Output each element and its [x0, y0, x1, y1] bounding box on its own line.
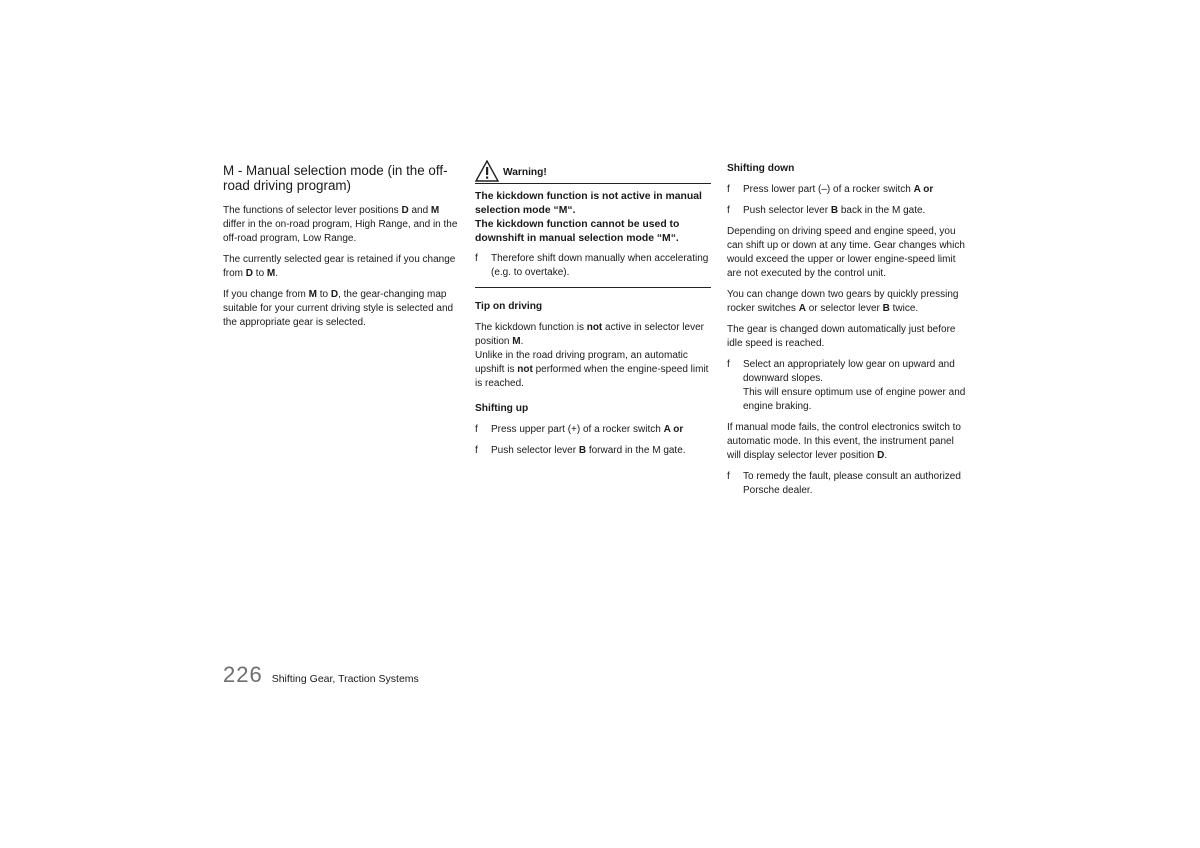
text: You can change down two gears by quickly pressing rocker switches [727, 289, 959, 314]
text: Select an appropriately low gear on upward and downward slopes. [743, 359, 955, 384]
list-item [727, 183, 967, 197]
text: If you change from [223, 289, 309, 300]
bold-text: A or [913, 184, 934, 195]
text: Therefore shift down manually when accelerating (e.g. to overtake). [491, 253, 709, 278]
text: Push selector lever [491, 445, 579, 456]
bullet: f [727, 184, 730, 195]
text: to [316, 289, 331, 300]
text: . [884, 450, 888, 461]
chapter-title: Shifting Gear, Traction Systems [271, 673, 419, 685]
text: The kickdown function is [475, 322, 587, 333]
list-item [475, 252, 711, 280]
text: This will ensure optimum use of engine power and engine braking. [743, 387, 966, 412]
text: If manual mode fails, the control electronics switch to automatic mode. In this event, the instrument panel will display selector lever position [727, 422, 961, 461]
list-item [475, 423, 711, 437]
bullet: f [475, 445, 478, 456]
text: forward in the M gate. [586, 445, 686, 456]
text: or selector lever [805, 303, 883, 314]
bullet: f [727, 359, 730, 370]
text: differ in the on-road program, High Range, and in the off-road program, Low Range. [223, 219, 458, 244]
paragraph [475, 321, 711, 349]
paragraph [475, 349, 711, 391]
page-footer [223, 662, 419, 688]
bold-text: B [578, 445, 587, 456]
bold-text: A [798, 303, 806, 314]
bold-text: D [245, 268, 254, 279]
warning-line: The kickdown function is not active in manual selection mode “M“. [475, 191, 702, 216]
warning-text [475, 190, 711, 246]
paragraph: Depending on driving speed and engine speed, you can shift up or down at any time. Gear changes which would exceed the upper or lower engine-speed limit are not executed by the control unit. [727, 226, 965, 279]
text: Push selector lever [743, 205, 831, 216]
paragraph [727, 288, 967, 316]
subheading-tip: Tip on driving [475, 301, 543, 312]
column-left [223, 160, 461, 337]
bullet: f [475, 253, 478, 264]
warning-header [475, 160, 711, 184]
bold-text: not [517, 364, 533, 375]
warning-divider [475, 287, 711, 288]
text: performed when the engine-speed limit is reached. [475, 364, 709, 389]
bold-text: M [512, 336, 521, 347]
subheading-shifting-up: Shifting up [475, 403, 529, 414]
bold-text: B [830, 205, 839, 216]
text: . [275, 268, 279, 279]
paragraph [223, 204, 461, 246]
text: back in the M gate. [838, 205, 926, 216]
text: twice. [889, 303, 919, 314]
text: . [520, 336, 524, 347]
bold-text: not [586, 322, 603, 333]
bullet: f [727, 205, 730, 216]
bold-text: A or [663, 424, 684, 435]
section-title: M - Manual selection mode (in the off-road driving program) [223, 163, 448, 193]
bullet: f [727, 471, 730, 482]
bold-text: B [882, 303, 890, 314]
paragraph [223, 253, 461, 281]
text: Press upper part (+) of a rocker switch [491, 424, 664, 435]
text: active in selector lever position [475, 322, 704, 347]
warning-triangle-icon [475, 160, 499, 182]
bold-text: D [330, 289, 339, 300]
text: , the gear-changing map suitable for your current driving style is selected and the appropriate gear is selected. [223, 289, 454, 328]
warning-label: Warning! [503, 167, 547, 178]
list-item [475, 444, 711, 458]
text: Press lower part (–) of a rocker switch [743, 184, 914, 195]
paragraph: The gear is changed down automatically just before idle speed is reached. [727, 324, 956, 349]
page-number: 226 [223, 662, 263, 687]
column-middle [475, 160, 711, 465]
bold-text: M [266, 268, 276, 279]
text: To remedy the fault, please consult an authorized Porsche dealer. [743, 471, 961, 496]
paragraph [727, 421, 967, 463]
text: to [253, 268, 267, 279]
text: Unlike in the road driving program, an automatic upshift is [475, 350, 688, 375]
list-item [727, 470, 967, 498]
list-item [727, 358, 967, 414]
text: The currently selected gear is retained if you change from [223, 254, 456, 279]
text: and [408, 205, 431, 216]
warning-line: The kickdown function cannot be used to downshift in manual selection mode “M“. [475, 219, 680, 244]
bold-text: M [308, 289, 317, 300]
list-item [727, 204, 967, 218]
bullet: f [475, 424, 478, 435]
subheading-shifting-down: Shifting down [727, 163, 795, 174]
bold-text: M [430, 205, 440, 216]
paragraph [223, 288, 461, 330]
bold-text: D [877, 450, 885, 461]
text: The functions of selector lever positions [223, 205, 402, 216]
bold-text: D [401, 205, 409, 216]
column-right [727, 160, 967, 505]
